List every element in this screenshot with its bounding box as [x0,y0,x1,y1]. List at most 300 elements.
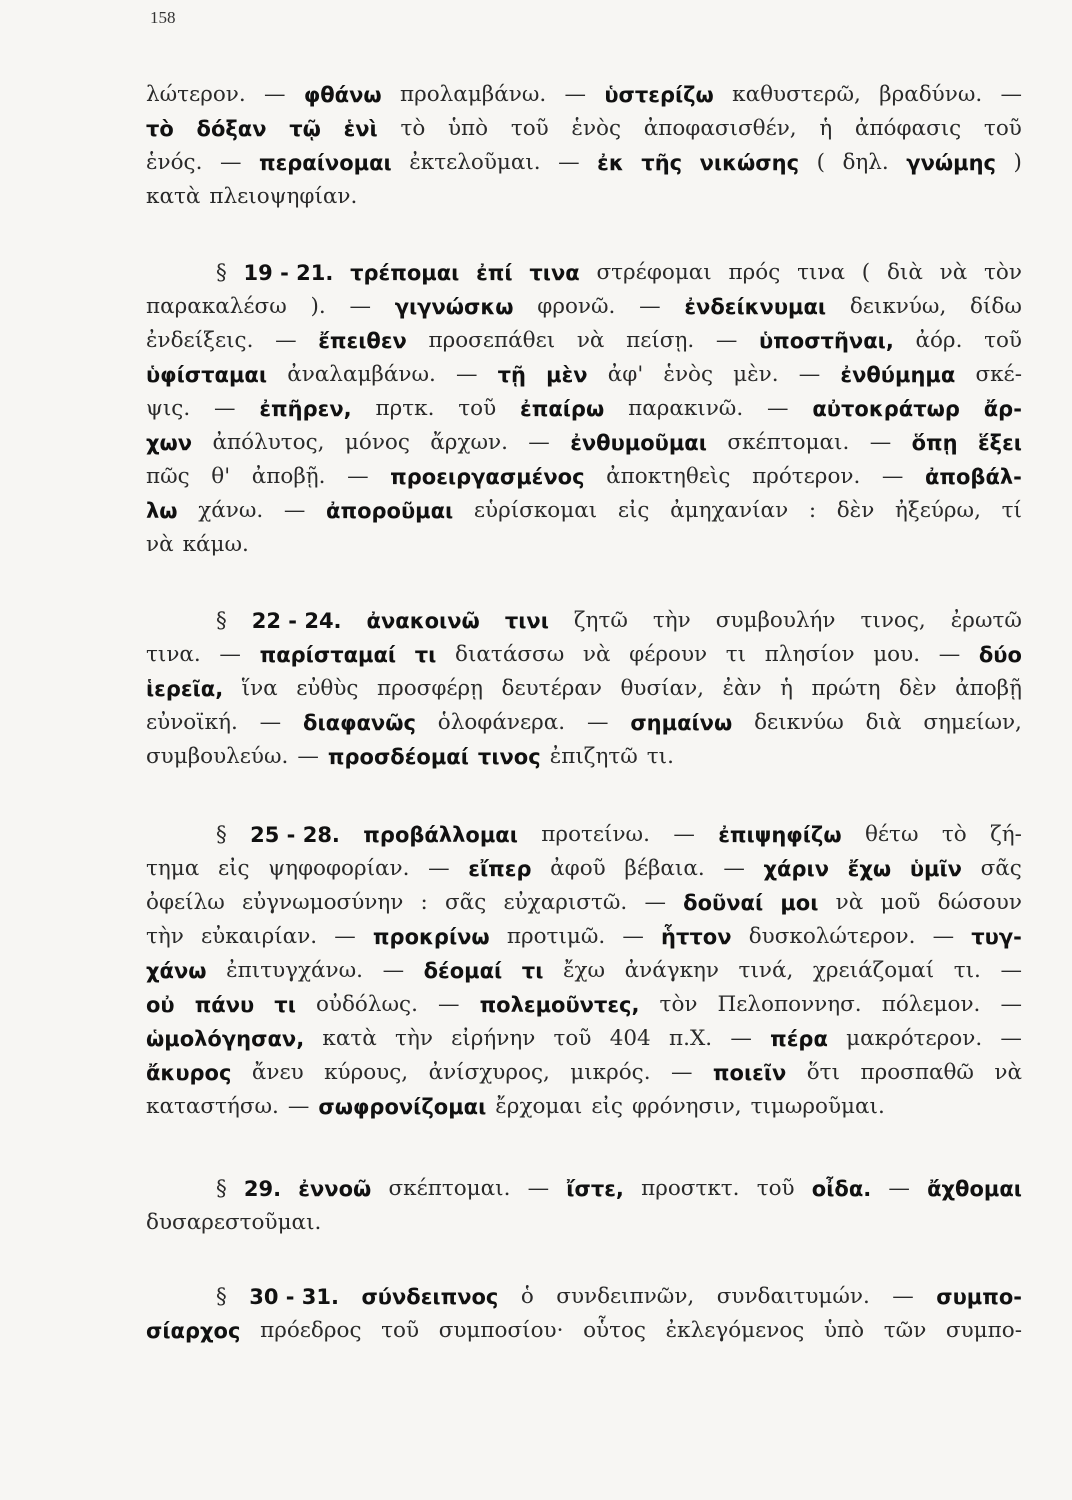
text-line [146,528,1022,562]
gloss-word: εὐθὺς [296,676,359,701]
gloss-word: πρός [728,260,781,285]
gloss-word: εἰς [591,1094,623,1119]
gloss-word: οὐδόλως. [315,992,418,1017]
gloss-word: ἐὰν [722,676,762,701]
text-line [146,852,1022,886]
gloss-word: διατάσσω [455,642,565,667]
headword: 22 - 24. [251,609,342,633]
gloss-word: τὴν [652,608,691,633]
headword: ὑστερίζω [604,83,714,107]
gloss-word: τι. [953,958,981,983]
gloss-word: — [723,856,745,881]
headword: δέομαί [423,959,503,983]
text-line [146,460,1022,494]
headword: εἴπερ [468,857,532,881]
gloss-word: ψις. [146,396,191,421]
gloss-word: δὲν [836,498,875,523]
headword: τινος [477,745,541,769]
headword: οὐ [146,993,175,1017]
gloss-word: — [670,1060,693,1085]
gloss-word: — [644,890,666,915]
gloss-word: τοῦ [756,1176,795,1201]
gloss-word: μικρός. [570,1060,651,1085]
gloss-word: ἀφοῦ [550,856,606,881]
headword: τῇ [497,363,526,387]
gloss-word: συμποσίου· [438,1318,564,1343]
gloss-word: τοῦ [983,116,1022,141]
headword: ἄκυρος [146,1061,232,1085]
gloss-word: φέρουν [629,642,708,667]
gloss-word: — [275,328,297,353]
gloss-word: οὗτος [583,1318,646,1343]
gloss-word: μοῦ [880,890,921,915]
gloss-word: συμπο- [945,1318,1022,1343]
text-line [146,1206,1022,1240]
headword: τρέπομαι [350,261,460,285]
gloss-word: συμβουλήν [715,608,836,633]
headword: ἐνθυμοῦμαι [570,431,707,455]
headword: σύνδειπνος [361,1285,499,1309]
gloss-word: πλειοψηφίαν. [209,184,358,209]
gloss-word: προτιμῶ. [506,924,606,949]
gloss-word: ἔχω [562,958,606,983]
headword: δόξαν [196,117,267,141]
gloss-word: προστκτ. [641,1176,740,1201]
gloss-word: εὐχαριστῶ. [503,890,628,915]
gloss-word: νὰ [939,260,968,285]
headword: πάνυ [194,993,255,1017]
headword: ὑφίσταμαι [146,363,268,387]
gloss-word: προσεπάθει [428,328,556,353]
headword: προκρίνω [372,925,490,949]
headword: οἶδα. [811,1177,872,1201]
gloss-word: διὰ [886,260,923,285]
gloss-word: τι. [646,744,674,769]
gloss-word: πρώτη [811,676,881,701]
text-line [146,672,1022,706]
headword: σωφρονίζομαι [318,1095,487,1119]
text-line [146,494,1022,528]
headword: πέρα [770,1027,828,1051]
gloss-word: § [216,1284,227,1309]
gloss-word: ἐνδείξεις. [146,328,254,353]
text-line [146,886,1022,920]
gloss-word: σᾶς [980,856,1022,881]
headword: 19 - 21. [243,261,334,285]
gloss-word: δίδω [970,294,1022,319]
headword: ὡμολόγησαν, [146,1027,305,1051]
gloss-word: § [216,260,227,285]
headword: ἀνακοινῶ [366,609,480,633]
text-line [146,1022,1022,1056]
text-line [146,392,1022,426]
gloss-word: ἐπιτυγχάνω. [226,958,363,983]
headword: ἑνὶ [343,117,378,141]
gloss-word: ζητῶ [573,608,628,633]
gloss-word: — [798,362,821,387]
gloss-word: ( [861,260,871,285]
gloss-word: βέβαια. [624,856,705,881]
headword: 30 - 31. [249,1285,339,1309]
gloss-word: — [297,744,319,769]
headword: χων [146,431,193,455]
gloss-word: βραδύνω. [879,82,983,107]
headword: τι [274,993,296,1017]
text-line [146,1056,1022,1090]
gloss-word: εὑρίσκομαι [473,498,598,523]
gloss-word: ὁλοφάνερα. [437,710,566,735]
gloss-word: — [528,430,550,455]
gloss-word: ἀφ' [607,362,644,387]
gloss-word: τινος, [860,608,926,633]
headword: ἀποροῦμαι [326,499,454,523]
gloss-word: ἀνάγκην [624,958,719,983]
gloss-word: δυσκολώτερον. [748,924,916,949]
text-line [146,78,1022,112]
headword: ὑμῖν [909,857,962,881]
gloss-word: ὑπὸ [823,1318,865,1343]
gloss-word: ἐκλεγόμενος [665,1318,805,1343]
gloss-word: — [219,150,242,175]
gloss-word: ἡ [819,116,833,141]
headword: φθάνω [303,83,382,107]
gloss-word: ) [1013,150,1022,175]
headword: περαίνομαι [258,151,392,175]
gloss-word: νὰ [835,890,864,915]
headword: τινα [529,261,580,285]
headword: τῷ [289,117,321,141]
gloss-word: ἵνα [241,676,278,701]
gloss-word: στρέφομαι [596,260,712,285]
text-line [146,1280,1022,1314]
headword: δύο [978,643,1022,667]
gloss-word: δηλ. [842,150,889,175]
gloss-word: δὲν [899,676,937,701]
gloss-word: — [1000,82,1022,107]
gloss-word: τιμωροῦμαι. [750,1094,885,1119]
gloss-word: — [564,82,586,107]
gloss-word: εἰς [217,856,250,881]
gloss-word: ἀποβῇ. [251,464,326,489]
headword: ἔπειθεν [318,329,407,353]
headword: ἐπιψηφίζω [718,823,842,847]
gloss-word: § [216,822,227,847]
gloss-word: καταστήσω. [146,1094,279,1119]
gloss-word: ἀποφασισθέν, [643,116,797,141]
gloss-word: πόλεμον. [881,992,981,1017]
headword: 25 - 28. [250,823,340,847]
gloss-word: — [938,642,961,667]
gloss-word: — [932,924,955,949]
gloss-word: ἀνίσχυρος, [428,1060,550,1085]
headword: ὑποστῆναι, [758,329,894,353]
gloss-word: τοῦ [458,396,497,421]
headword: ἄρ- [983,397,1022,421]
headword: γνώμης [906,151,996,175]
gloss-word: σκέπτομαι. [727,430,850,455]
gloss-word: τῶν [883,1318,927,1343]
gloss-word: ἀπόλυτος, [212,430,325,455]
gloss-word: ψηφοφορίαν. [268,856,410,881]
gloss-word: δώσουν [937,890,1022,915]
text-line [146,920,1022,954]
gloss-word: λώτερον. [146,82,246,107]
headword: ποιεῖν [712,1061,787,1085]
headword: ἐννοῶ [298,1177,372,1201]
gloss-word: εὐγνωμοσύνην [241,890,404,915]
gloss-word: συνδαιτυμών. [716,1284,870,1309]
gloss-word: θ' [211,464,231,489]
gloss-word: σᾶς [445,890,487,915]
gloss-word: — [586,710,609,735]
page-number: 158 [150,8,176,27]
gloss-word: κάμω. [182,532,249,557]
headword: νικώσης [699,151,800,175]
headword: ἐκ [597,151,624,175]
gloss-word: πῶς [146,464,190,489]
text-line [146,818,1022,852]
headword: πολεμοῦντες, [479,993,640,1017]
gloss-word: — [283,498,306,523]
gloss-word: — [673,822,695,847]
headword: προειργασμένος [390,465,585,489]
gloss-word: τι [725,642,747,667]
headword: χάριν [763,857,830,881]
text-line [146,180,1022,214]
gloss-word: : [808,498,817,523]
gloss-word: συνδειπνῶν, [556,1284,695,1309]
headword: τυγ- [971,925,1022,949]
gloss-word: ἔρχομαι [495,1094,583,1119]
gloss-word: ( [816,150,825,175]
gloss-word: ἠξεύρω, [894,498,981,523]
gloss-word: — [622,924,644,949]
gloss-word: — [382,958,405,983]
gloss-word: τοῦ [381,1318,420,1343]
gloss-word: : [420,890,428,915]
headword: ἐνθύμημα [840,363,956,387]
gloss-word: εὐκαιρίαν. [201,924,318,949]
gloss-word: τινά, [738,958,794,983]
gloss-word: — [1000,992,1022,1017]
gloss-word: ἑνὸς [571,116,622,141]
gloss-word: τὴν [395,1026,433,1051]
gloss-word: κατὰ [146,184,201,209]
gloss-word: — [349,294,371,319]
gloss-word: — [1000,958,1022,983]
gloss-word: παρακαλέσω [146,294,287,319]
gloss-word: συμβουλεύω. [146,744,289,769]
gloss-word: ἀποκτηθεὶς [606,464,731,489]
gloss-word: πρτκ. [375,396,435,421]
gloss-word: σκέ- [975,362,1022,387]
gloss-word: κατὰ [322,1026,377,1051]
text-line [146,638,1022,672]
gloss-word: τημα [146,856,200,881]
gloss-word: — [264,82,286,107]
headword: σίαρχος [146,1319,241,1343]
headword: συμπο- [936,1285,1022,1309]
gloss-word: ἄνευ [251,1060,304,1085]
headword: ἐπί [476,261,513,285]
gloss-word: § [216,1176,227,1201]
gloss-word: ἀόρ. [915,328,963,353]
headword: τὸ [146,117,174,141]
text-line [146,1090,1022,1124]
gloss-word: δευτέραν [501,676,602,701]
headword: ἱερεῖα, [146,677,224,701]
gloss-word: πλησίον [764,642,855,667]
headword: ὅπῃ [911,431,958,455]
gloss-word: κύρους, [324,1060,409,1085]
gloss-word: ὁ [520,1284,534,1309]
gloss-word: προσπαθῶ [860,1060,974,1085]
headword: δοῦναί [683,891,764,915]
gloss-word: — [334,924,356,949]
gloss-word: — [347,464,369,489]
gloss-word: δυσαρεστοῦμαι. [146,1210,322,1235]
gloss-word: — [214,396,236,421]
headword: προσδέομαί [327,745,469,769]
text-line [146,324,1022,358]
headword: παρίσταμαί [259,643,397,667]
gloss-word: ). [310,294,326,319]
headword: ἀποβάλ- [924,465,1022,489]
gloss-word: ἀπόφασις [854,116,962,141]
gloss-word: ἑνός. [146,150,203,175]
gloss-word: προλαμβάνω. [399,82,547,107]
gloss-word: ἀποβῇ [955,676,1022,701]
headword: ἕξει [977,431,1022,455]
gloss-word: — [455,362,478,387]
text-line [146,740,1022,774]
headword: σημαίνω [630,711,733,735]
headword: τι [414,643,437,667]
gloss-word: ἐκτελοῦμαι. [409,150,541,175]
gloss-word: ἡ [780,676,793,701]
gloss-word: τινα [797,260,845,285]
gloss-word: ἑνὸς [663,362,713,387]
gloss-word: τὸ [941,822,967,847]
gloss-word: — [287,1094,310,1119]
text-line [146,706,1022,740]
gloss-word: — [1000,1026,1022,1051]
gloss-word: διὰ [865,710,902,735]
gloss-word: θέτω [864,822,919,847]
text-line [146,256,1022,290]
gloss-word: μόνος [344,430,410,455]
headword: προβάλλομαι [363,823,518,847]
headword: ἐπαίρω [520,397,605,421]
gloss-word: νὰ [576,328,605,353]
gloss-word: χάνω. [198,498,264,523]
gloss-word: μου. [873,642,921,667]
headword: ἄχθομαι [927,1177,1022,1201]
headword: 29. [243,1177,282,1201]
headword: ἐνδείκνυμαι [684,295,827,319]
gloss-word: τοῦ [553,1026,592,1051]
gloss-word: — [767,396,789,421]
gloss-word: σκέπτομαι. [388,1176,511,1201]
gloss-word: σημείων, [923,710,1022,735]
headword: τῆς [641,151,683,175]
headword: μὲν [546,363,588,387]
headword: λω [146,499,178,523]
headword: διαφανῶς [303,711,416,735]
headword: ἴστε, [566,1177,624,1201]
text-line [146,604,1022,638]
gloss-word: — [892,1284,914,1309]
gloss-word: προσφέρῃ [376,676,484,701]
gloss-word: ὀφείλω [146,890,225,915]
gloss-word: παρακινῶ. [628,396,744,421]
headword: γιγνώσκω [394,295,514,319]
gloss-word: καθυστερῶ, [732,82,861,107]
gloss-word: εἰρήνην [451,1026,536,1051]
gloss-word: τὴν [146,924,184,949]
gloss-word: ἀναλαμβάνω. [287,362,436,387]
gloss-word: εὐνοϊκή. [146,710,238,735]
headword: ἧττον [661,925,732,949]
gloss-word: — [558,150,580,175]
text-line [146,988,1022,1022]
gloss-word: — [730,1026,752,1051]
gloss-word: τοῦ [510,116,549,141]
gloss-word: μακρότερον. [846,1026,983,1051]
gloss-word: δεικνύω [754,710,844,735]
headword: ἐπῆρεν, [259,397,352,421]
gloss-word: — [715,328,738,353]
text-line [146,954,1022,988]
gloss-word: τὸν [984,260,1022,285]
headword: τι [521,959,544,983]
gloss-word: § [216,608,227,633]
gloss-word: νὰ [146,532,174,557]
text-line [146,112,1022,146]
gloss-word: — [219,642,241,667]
gloss-word: — [259,710,282,735]
gloss-word: πείσῃ. [626,328,695,353]
gloss-word: ἐπιζητῶ [549,744,638,769]
gloss-word: ὑπὸ [447,116,489,141]
headword: τινι [504,609,549,633]
gloss-word: — [437,992,460,1017]
gloss-word: ζή- [990,822,1022,847]
gloss-word: δεικνύω, [849,294,947,319]
gloss-word: προτείνω. [541,822,650,847]
gloss-word: ἀμηχανίαν [670,498,789,523]
headword: αὐτοκράτωρ [812,397,960,421]
text-line [146,1172,1022,1206]
headword: μοι [780,891,819,915]
gloss-word: — [428,856,450,881]
gloss-word: νὰ [994,1060,1022,1085]
gloss-word: τοῦ [984,328,1022,353]
gloss-word: — [869,430,892,455]
gloss-word: εἰς [617,498,650,523]
gloss-word: ὅτι [806,1060,841,1085]
text-line [146,290,1022,324]
gloss-word: π.Χ. [669,1026,713,1051]
gloss-word: πρόεδρος [260,1318,362,1343]
text-line [146,426,1022,460]
text-line [146,1314,1022,1348]
gloss-word: τί [1001,498,1022,523]
gloss-word: — [527,1176,550,1201]
gloss-word: τὸν [659,992,698,1017]
headword: ἔχω [847,857,892,881]
gloss-word: θυσίαν, [620,676,704,701]
